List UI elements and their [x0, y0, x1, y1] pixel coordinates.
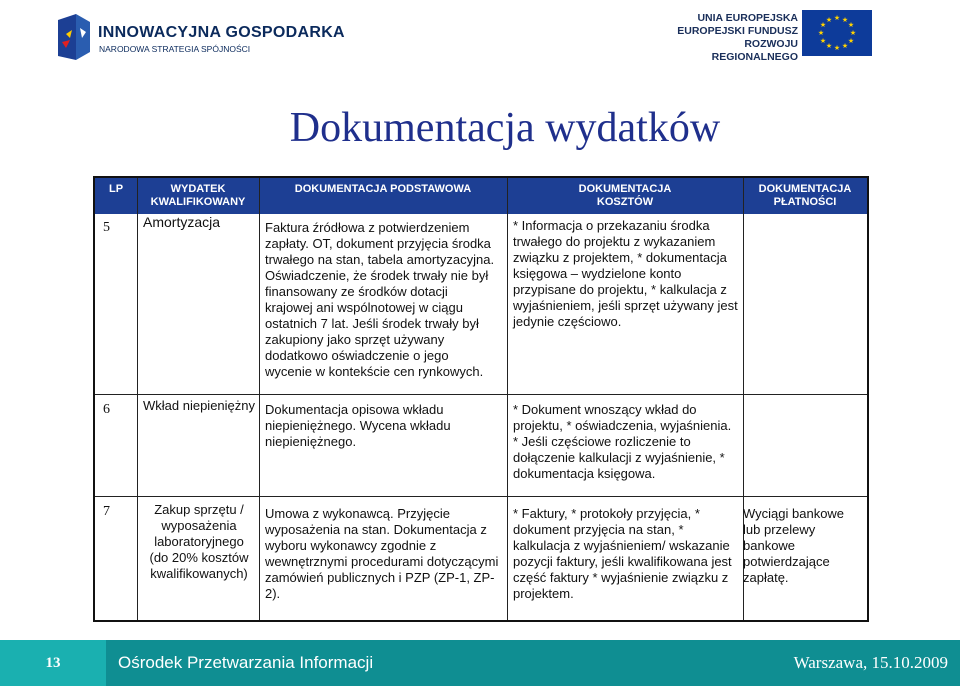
row-5-lp: 5 — [103, 220, 110, 235]
row-7-lp: 7 — [103, 504, 110, 519]
row-5-kosztow: * Informacja o przekazaniu środka trwałego do projektu z wykazaniem związku z projektem, * dokumentacja księgowa – wydzielone konto przypisane do projektu, * kalkulacja z wyjaśnieniem, jeśli sprzęt używany jest jedynie częściowo. — [513, 218, 738, 329]
ig-logo-icon — [56, 12, 92, 62]
col-header-kosztow: DOKUMENTACJA KOSZTÓW — [578, 183, 672, 208]
grid-line — [507, 178, 508, 620]
innowacyjna-gospodarka-logo — [56, 10, 345, 68]
logo-subtitle: NARODOWA STRATEGIA SPÓJNOŚCI — [99, 44, 251, 54]
eu-line-2: EUROPEJSKI FUNDUSZ — [677, 25, 798, 37]
place-date: Warszawa, 15.10.2009 — [793, 653, 948, 672]
svg-text:★: ★ — [819, 37, 827, 45]
svg-text:★: ★ — [825, 16, 833, 24]
row-7-platnosci: Wyciągi bankowe lub przelewy bankowe potwierdzające zapłatę. — [743, 506, 845, 585]
col-header-lp: LP — [108, 183, 124, 195]
col-header-wydatek: WYDATEK KWALIFIKOWANY — [150, 183, 246, 208]
row-5-wydatek: Amortyzacja — [143, 214, 221, 230]
row-7-wydatek: Zakup sprzętu / wyposażenia laboratoryjnego (do 20% kosztów kwalifikowanych) — [149, 502, 249, 581]
svg-text:★: ★ — [833, 14, 841, 22]
eu-flag-icon — [802, 10, 872, 56]
eu-line-3: ROZWOJU REGIONALNEGO — [711, 38, 798, 63]
row-divider — [95, 496, 867, 497]
organization-name: Ośrodek Przetwarzania Informacji — [118, 653, 374, 672]
row-7-kosztow: * Faktury, * protokoły przyjęcia, * dokument przyjęcia na stan, * kalkulacja z wyjaśnieniem/ wskazanie pozycji faktury, jeśli kwalifikowana jest część faktury * wyjaśnienie związku z projektem. — [513, 506, 732, 601]
svg-text:★: ★ — [847, 37, 855, 45]
logo-title: INNOWACYJNA GOSPODARKA — [98, 24, 345, 41]
grid-line — [137, 178, 138, 620]
svg-text:★: ★ — [841, 16, 849, 24]
row-6-lp: 6 — [103, 402, 110, 417]
row-6-kosztow: * Dokument wnoszący wkład do projektu, * oświadczenia, wyjaśnienia. * Jeśli częściowe rozliczenie to dołączenie kalkulacji z wyjaśnienie, * dokumentacja księgowa. — [513, 402, 732, 481]
row-5-podstawowa: Faktura źródłowa z potwierdzeniem zapłaty. OT, dokument przyjęcia środka trwałego na stan, tabela amortyzacyjna. Oświadczenie, że środek trwały nie był finansowany ze środków dotacji krajowej ani wspólnotowej w ciągu ostatnich 7 lat. Jeśli środek trwały był zakupiony jako sprzęt używany dodatkowo oświadczenie o jego wycenie w kontekście cen rynkowych. — [265, 220, 495, 379]
svg-text:★: ★ — [819, 21, 827, 29]
grid-line — [259, 178, 260, 620]
footer-bar — [0, 640, 960, 686]
eu-fund-logo — [674, 10, 874, 63]
svg-text:★: ★ — [847, 21, 855, 29]
eu-line-1: UNIA EUROPEJSKA — [697, 12, 798, 24]
col-header-podstawowa: DOKUMENTACJA PODSTAWOWA — [294, 183, 472, 195]
svg-text:★: ★ — [841, 42, 849, 50]
row-divider — [95, 394, 867, 395]
svg-text:★: ★ — [825, 42, 833, 50]
row-6-wydatek: Wkład niepieniężny — [143, 398, 256, 413]
col-header-platnosci: DOKUMENTACJA PŁATNOŚCI — [758, 183, 852, 208]
page-number: 13 — [0, 640, 106, 686]
row-6-podstawowa: Dokumentacja opisowa wkładu niepieniężnego. Wycena wkładu niepieniężnego. — [265, 402, 451, 449]
svg-text:★: ★ — [833, 44, 841, 52]
table-header — [95, 178, 867, 214]
expenses-table — [93, 176, 869, 622]
page-title: Dokumentacja wydatków — [289, 105, 721, 151]
svg-text:★: ★ — [849, 29, 857, 37]
row-7-podstawowa: Umowa z wykonawcą. Przyjęcie wyposażenia na stan. Dokumentacja z wyboru wykonawcy zgodnie z wewnętrznymi procedurami dotyczącymi zamówień publicznych i PZP (ZP-1, ZP-2). — [265, 506, 499, 601]
svg-text:★: ★ — [817, 29, 825, 37]
